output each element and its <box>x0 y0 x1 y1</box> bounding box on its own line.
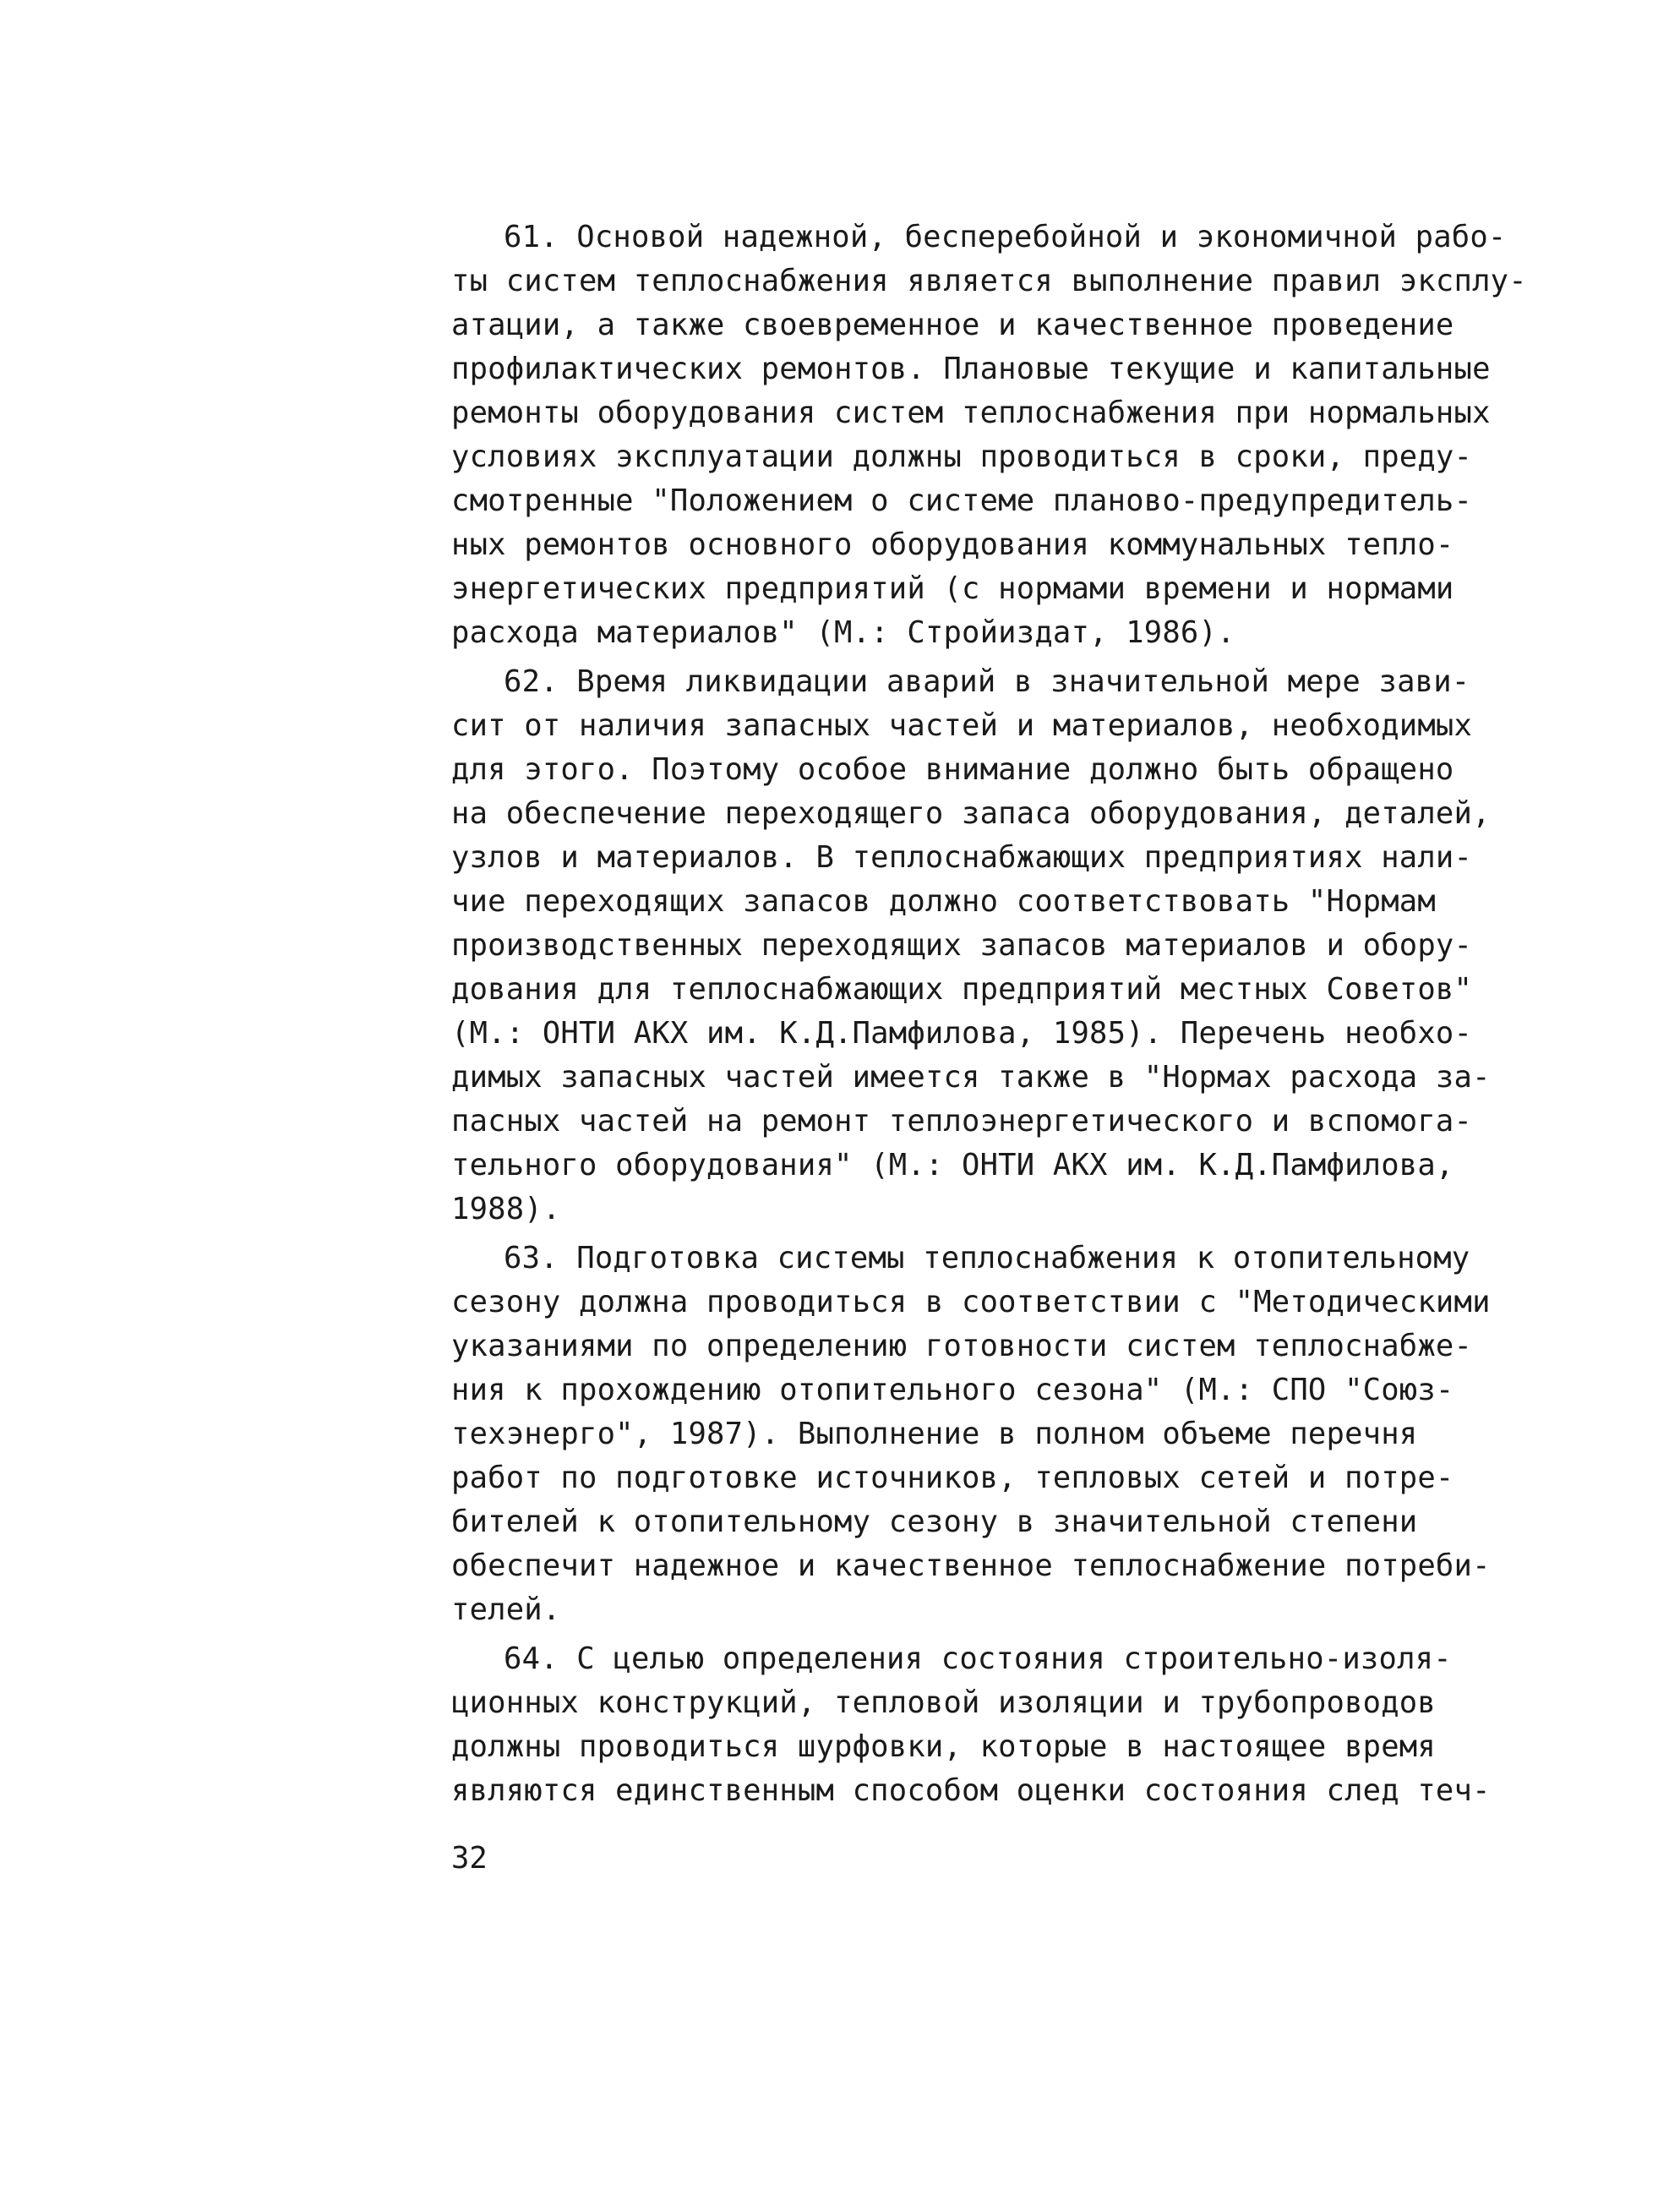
text-line: на обеспечение переходящего запаса оборудования, деталей, <box>451 796 1491 831</box>
text-line: 61. Основой надежной, бесперебойной и экономичной рабо- <box>504 220 1507 254</box>
body-text <box>451 216 1527 1818</box>
text-line: ремонты оборудования систем теплоснабжения при нормальных <box>451 396 1491 430</box>
text-line: ных ремонтов основного оборудования коммунальных тепло- <box>451 527 1454 562</box>
page-number: 32 <box>451 1841 488 1876</box>
text-line: 1988). <box>451 1192 561 1226</box>
text-line: ния к прохождению отопительного сезона" (М.: СПО "Союз- <box>451 1373 1454 1407</box>
text-line: являются единственным способом оценки состояния след теч- <box>451 1773 1491 1808</box>
paragraph-63 <box>451 1237 1499 1632</box>
text-line: указаниями по определению готовности систем теплоснабже- <box>451 1329 1473 1363</box>
paragraph-61 <box>451 216 1527 655</box>
text-line: работ по подготовке источников, тепловых сетей и потре- <box>451 1461 1454 1495</box>
text-line: смотренные "Положением о системе планово-предупредитель- <box>451 483 1473 518</box>
text-line: бителей к отопительному сезону в значительной степени <box>451 1505 1418 1539</box>
text-line: сит от наличия запасных частей и материалов, необходимых <box>451 708 1473 743</box>
text-line: профилактических ремонтов. Плановые текущие и капитальные <box>451 352 1491 386</box>
text-line: атации, а также своевременное и качественное проведение <box>451 308 1454 342</box>
text-line: энергетических предприятий (с нормами времени и нормами <box>451 571 1454 606</box>
text-line: должны проводиться шурфовки, которые в настоящее время <box>451 1729 1436 1764</box>
text-line: димых запасных частей имеется также в "Нормах расхода за- <box>451 1060 1491 1095</box>
paragraph-64 <box>451 1637 1499 1813</box>
text-line: ты систем теплоснабжения является выполнение правил эксплу- <box>451 264 1527 298</box>
text-line: техэнерго", 1987). Выполнение в полном объеме перечня <box>451 1417 1418 1451</box>
paragraph-62 <box>451 660 1499 1232</box>
text-line: (М.: ОНТИ АКХ им. К.Д.Памфилова, 1985). Перечень необхо- <box>451 1016 1473 1051</box>
text-line: обеспечит надежное и качественное теплоснабжение потреби- <box>451 1548 1491 1583</box>
text-line: сезону должна проводиться в соответствии с "Методическими <box>451 1285 1491 1319</box>
text-line: узлов и материалов. В теплоснабжающих предприятиях нали- <box>451 840 1473 875</box>
text-line: расхода материалов" (М.: Стройиздат, 1986). <box>451 615 1235 650</box>
text-line: дования для теплоснабжающих предприятий местных Советов" <box>451 972 1473 1007</box>
text-line: тельного оборудования" (М.: ОНТИ АКХ им. К.Д.Памфилова, <box>451 1148 1454 1182</box>
text-line: 62. Время ликвидации аварий в значительной мере зави- <box>504 664 1470 699</box>
text-line: 63. Подготовка системы теплоснабжения к отопительному <box>504 1241 1470 1275</box>
text-line: пасных частей на ремонт теплоэнергетического и вспомога- <box>451 1104 1473 1139</box>
text-line: условиях эксплуатации должны проводиться в сроки, преду- <box>451 440 1473 474</box>
text-line: телей. <box>451 1592 561 1627</box>
text-line: 64. С целью определения состояния строительно-изоля- <box>504 1641 1452 1676</box>
text-line: ционных конструкций, тепловой изоляции и трубопроводов <box>451 1685 1436 1720</box>
text-line: чие переходящих запасов должно соответствовать "Нормам <box>451 884 1436 919</box>
text-line: для этого. Поэтому особое внимание должно быть обращено <box>451 752 1454 787</box>
text-line: производственных переходящих запасов материалов и обору- <box>451 928 1473 963</box>
